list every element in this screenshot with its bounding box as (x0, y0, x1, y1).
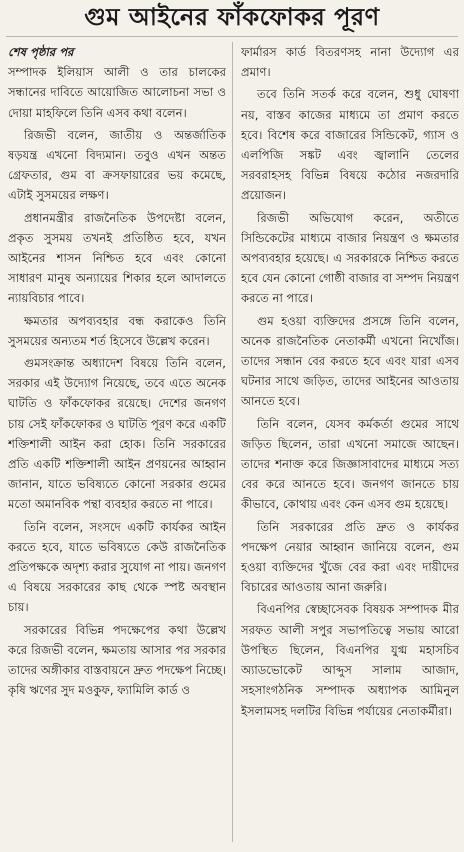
article-paragraph: গুম হওয়া ব্যক্তিদের প্রসঙ্গে তিনি বলেন, অনেক রাজনৈতিক নেতাকর্মী এখনো নিখোঁজ। তাদের সন্ধান বের করতে হবে এবং যারা এসব ঘটনার সাথে জড়িত, তাদের আইনের আওতায় আনতে হবে। (241, 313, 459, 409)
article-paragraph: রিজভী অভিযোগ করেন, অতীতে সিন্ডিকেটের মাধ্যমে বাজার নিয়ন্ত্রণ ও ক্ষমতার অপব্যবহার হয়েছে। এ সরকারকে নিশ্চিত করতে হবে যেন কোনো গোষ্ঠী বাজার বা সম্পদ নিয়ন্ত্রণ করতে না পারে। (241, 210, 459, 306)
right-column (241, 42, 459, 848)
article-paragraph: তিনি বলেন, সংসদে একটি কার্যকর আইন করতে হবে, যাতে ভবিষ্যতে কেউ রাজনৈতিক প্রতিপক্ষকে অদৃশ্য করার সুযোগ না পায়। জনগণ এ বিষয়ে সরকারের কাছ থেকে স্পষ্ট অবস্থান চায়। (8, 519, 226, 615)
article-paragraph: তবে তিনি সতর্ক করে বলেন, শুধু ঘোষণা নয়, বাস্তব কাজের মাধ্যমে তা প্রমাণ করতে হবে। বিশেষ করে বাজারের সিন্ডিকেট, গ্যাস ও এলপিজি সঙ্কট এবং জ্বালানি তেলের সরবরাহসহ বিভিন্ন বিষয়ে কঠোর নজরদারি প্রয়োজন। (241, 87, 459, 203)
article-paragraph: তিনি বলেন, যেসব কর্মকর্তা গুমের সাথে জড়িত ছিলেন, তারা এখনো সমাজে আছেন। তাদের শনাক্ত করে জিজ্ঞাসাবাদের মাধ্যমে সত্য বের করে আনতে হবে। জনগণ জানতে চায় কীভাবে, কোথায় এবং কেন এসব গুম হয়েছে। (241, 416, 459, 512)
right-lead-paragraph: ফার্মারস কার্ড বিতরণসহ নানা উদ্যোগ এর প্রমাণ। (241, 45, 459, 80)
article-paragraph: সরকারের বিভিন্ন পদক্ষেপের কথা উল্লেখ করে রিজভী বলেন, ক্ষমতায় আসার পর সরকার তাদের অঙ্গীকার বাস্তবায়নে দ্রুত পদক্ষেপ নিচ্ছে। কৃষি ঋণের সুদ মওকুফ, ফ্যামিলি কার্ড ও (8, 622, 226, 698)
article-paragraph: বিএনপির স্বেচ্ছাসেবক বিষয়ক সম্পাদক মীর সরফত আলী সপুর সভাপতিত্বে সভায় আরো উপস্থিত ছিলেন, বিএনপির যুগ্ম মহাসচিব অ্যাডভোকেট আব্দুস সালাম আজাদ, সহসাংগঠনিক সম্পাদক অধ্যাপক আমিনুল ইসলামসহ দলটির বিভিন্ন পর্যায়ের নেতাকর্মীরা। (241, 602, 459, 718)
headline: গুম আইনের ফাঁকফোকর পূরণ (84, 3, 380, 31)
article-paragraph: তিনি সরকারের প্রতি দ্রুত ও কার্যকর পদক্ষেপ নেয়ার আহ্বান জানিয়ে বলেন, গুম হওয়া ব্যক্তিদের খুঁজে বের করা এবং দায়ীদের বিচারের আওতায় আনা জরুরি। (241, 519, 459, 595)
article-paragraph: গুমসংক্রান্ত অধ্যাদেশ বিষয়ে তিনি বলেন, সরকার এই উদ্যোগ নিয়েছে, তবে এতে অনেক ঘাটতি ও ফাঁকফোকর রয়েছে। দেশের জনগণ চায় সেই ফাঁকফোকর ও ঘাটতি পূরণ করে একটি শক্তিশালী আইন করা হোক। তিনি সরকারের প্রতি একটি শক্তিশালী আইন প্রণয়নের আহ্বান জানান, যাতে ভবিষ্যতে কোনো সরকার গুমের মতো অমানবিক পন্থা ব্যবহার করতে না পারে। (8, 356, 226, 512)
left-column (8, 42, 226, 848)
headline-rule (6, 36, 458, 37)
left-lead-paragraph (8, 42, 226, 123)
continuation-kicker: শেষ পৃষ্ঠার পর (8, 45, 74, 59)
left-lead-text: সম্পাদক ইলিয়াস আলী ও তার চালকের সন্ধানের দাবিতে আয়োজিত আলোচনা সভা ও দোয়া মাহফিলে তিনি এসব কথা বলেন। (8, 65, 226, 120)
column-divider (232, 42, 233, 842)
article-paragraph: রিজভী বলেন, জাতীয় ও অন্তর্জাতিক ষড়যন্ত্র এখনো বিদ্যমান। তবুও এখন অন্তত গ্রেফতার, গুম বা ক্রসফায়ারের ভয় কমেছে, এটাই সুসময়ের লক্ষণ। (8, 127, 226, 203)
article-paragraph: প্রধানমন্ত্রীর রাজনৈতিক উপদেষ্টা বলেন, প্রকৃত সুসময় তখনই প্রতিষ্ঠিত হবে, যখন আইনের শাসন নিশ্চিত হবে এবং কোনো সাধারণ মানুষ অন্যায়ের শিকার হলে আদালতে ন্যায়বিচার পাবে। (8, 210, 226, 306)
article-paragraph: ক্ষমতার অপব্যবহার বন্ধ করাকেও তিনি সুসময়ের অন্যতম শর্ত হিসেবে উল্লেখ করেন। (8, 313, 226, 348)
